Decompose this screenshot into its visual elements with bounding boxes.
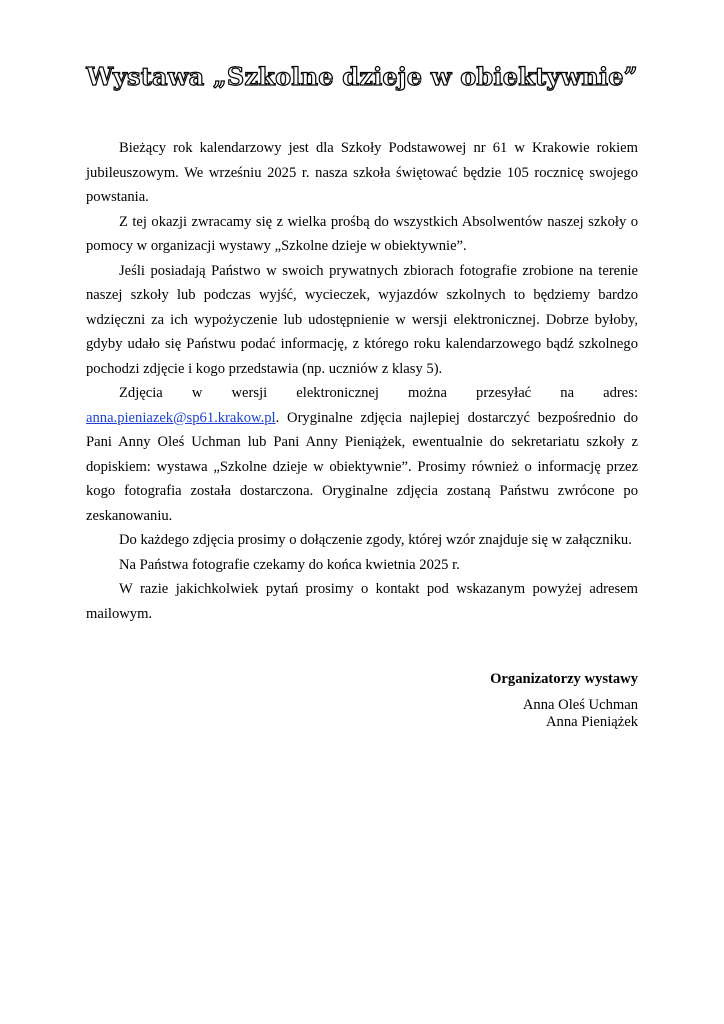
email-link[interactable]: anna.pieniazek@sp61.krakow.pl bbox=[86, 409, 276, 426]
paragraph-anniversary: Bieżący rok kalendarzowy jest dla Szkoły Podstawowej nr 61 w Krakowie rokiem jubileuszowym. We wrześniu 2025 r. nasza szkoła świętować będzie 105 rocznicę swojego powstania. bbox=[86, 140, 638, 205]
signature-heading: Organizatorzy wystawy bbox=[490, 671, 638, 687]
document-title: Wystawa „Szkolne dzieje w obiektywnie” bbox=[86, 62, 638, 91]
signature-name-2: Anna Pieniążek bbox=[546, 714, 638, 730]
paragraph-request: Z tej okazji zwracamy się z wielka prośbą do wszystkich Absolwentów naszej szkoły o pomocy w organizacji wystawy „Szkolne dzieje w obiektywnie”. bbox=[86, 213, 638, 254]
submission-text-end: . Oryginalne zdjęcia najlepiej dostarczyć bezpośrednio do Pani Anny Oleś Uchman lub Pani Anny Pieniążek, ewentualnie do sekretariatu szkoły z dopiskiem: wystawa „Szkolne dzieje w obiektywnie”. Prosimy również o informację przez kogo fotografia została dostarczona. Oryginalne zdjęcia zostaną Państwu zwrócone po zeskanowaniu. bbox=[86, 409, 638, 524]
paragraph-submission bbox=[86, 381, 638, 528]
paragraph-consent: Do każdego zdjęcia prosimy o dołączenie zgody, której wzór znajduje się w załączniku. bbox=[119, 532, 632, 548]
submission-text-start: Zdjęcia w wersji elektronicznej można przesyłać na adres: bbox=[119, 385, 638, 401]
paragraph-deadline: Na Państwa fotografie czekamy do końca kwietnia 2025 r. bbox=[119, 556, 460, 573]
signature-name-1: Anna Oleś Uchman bbox=[522, 697, 638, 713]
paragraph-photos: Jeśli posiadają Państwo w swoich prywatnych zbiorach fotografie zrobione na terenie naszej szkoły lub podczas wyjść, wycieczek, wyjazdów szkolnych to będziemy bardzo wdzięczni za ich wypożyczenie lub udostępnienie w wersji elektronicznej. Dobrze byłoby, gdyby udało się Państwu podać informację, z którego roku kalendarzowego bądź szkolnego pochodzi zdjęcie i kogo przedstawia (np. uczniów z klasy 5). bbox=[86, 262, 638, 377]
signature-block bbox=[338, 669, 638, 731]
paragraph-contact: W razie jakichkolwiek pytań prosimy o kontakt pod wskazanym powyżej adresem mailowym. bbox=[86, 581, 638, 622]
document-body bbox=[86, 136, 638, 626]
